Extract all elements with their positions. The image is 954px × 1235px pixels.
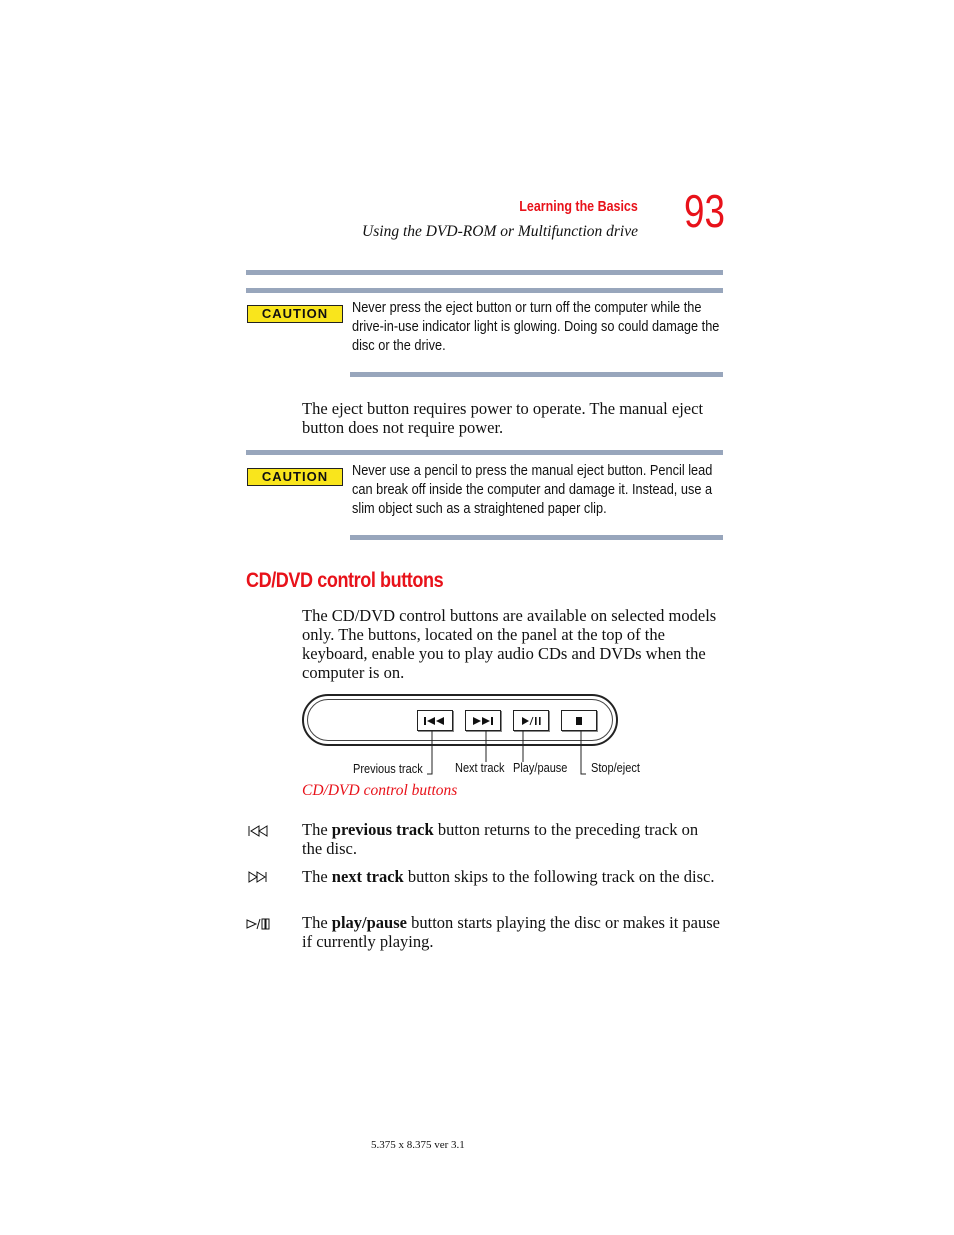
- previous-track-icon: [246, 823, 272, 839]
- caution-badge: CAUTION: [247, 305, 343, 323]
- stop-eject-label: Stop/eject: [591, 761, 640, 775]
- next-track-label: Next track: [455, 761, 505, 775]
- play-pause-icon: [246, 916, 272, 932]
- item-term: play/pause: [331, 913, 407, 932]
- figure-caption: CD/DVD control buttons: [302, 782, 458, 799]
- page-number: 93: [684, 185, 725, 237]
- item-prefix: The: [302, 820, 332, 839]
- item-prefix: The: [302, 867, 332, 886]
- item-next-track: [302, 867, 722, 886]
- section-heading: CD/DVD control buttons: [246, 569, 444, 592]
- chapter-title: Learning the Basics: [519, 199, 638, 215]
- play-pause-label: Play/pause: [513, 761, 568, 775]
- section-subtitle: Using the DVD-ROM or Multifunction drive: [362, 223, 638, 240]
- item-term: next track: [331, 867, 404, 886]
- item-description: button skips to the following track on the disc.: [403, 867, 715, 886]
- item-description: button starts playing the disc or makes it pause if currently playing.: [302, 913, 720, 951]
- eject-paragraph: The eject button requires power to operate. The manual eject button does not require power.: [302, 399, 704, 437]
- intro-paragraph: The CD/DVD control buttons are available on selected models only. The buttons, located on the panel at the top of the keyboard, enable you to play audio CDs and DVDs when the computer is on.: [302, 606, 717, 682]
- caution2-text: Never use a pencil to press the manual eject button. Pencil lead can break off inside the computer and damage it. Instead, use a slim object such as a straightened paper clip.: [352, 463, 713, 517]
- caution-badge: CAUTION: [247, 468, 343, 486]
- item-description: button returns to the preceding track on the disc.: [302, 820, 699, 858]
- page-footer: 5.375 x 8.375 ver 3.1: [371, 1139, 465, 1151]
- caution1-text: Never press the eject button or turn off the computer while the drive-in-use indicator light is glowing. Doing so could damage the disc or the drive.: [352, 300, 720, 354]
- previous-track-label: Previous track: [353, 762, 423, 776]
- item-prefix: The: [302, 913, 332, 932]
- next-track-icon: [246, 869, 272, 885]
- item-play-pause: [302, 913, 722, 951]
- item-term: previous track: [331, 820, 434, 839]
- item-previous-track: [302, 820, 722, 858]
